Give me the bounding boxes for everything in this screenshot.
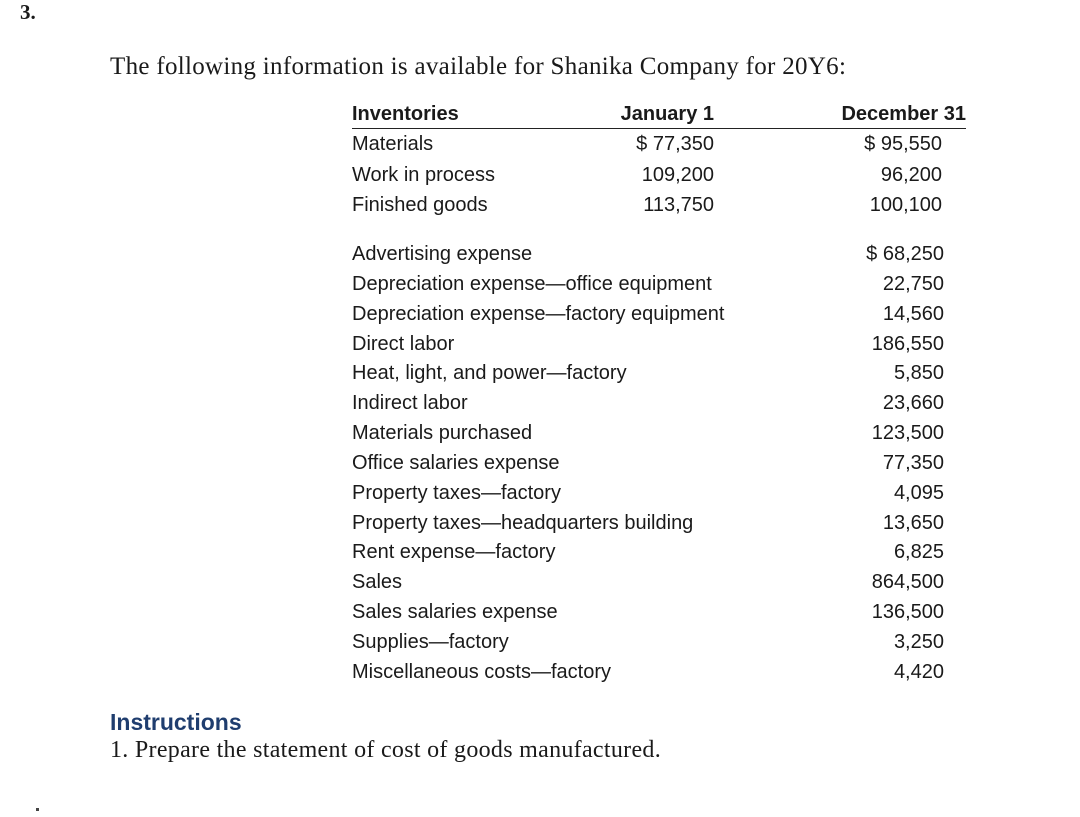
expense-label: Depreciation expense—office equipment (352, 272, 712, 295)
expense-amount: 14,560 (882, 302, 944, 325)
inventories-header-dec: December 31 (841, 103, 966, 125)
expense-label: Materials purchased (352, 422, 533, 445)
expense-label: Direct labor (352, 332, 455, 355)
expense-amount: 123,500 (871, 422, 944, 445)
expense-amount: 864,500 (871, 571, 944, 594)
expense-amount: 77,350 (882, 451, 944, 474)
instructions-heading: Instructions (110, 709, 242, 735)
list-item (352, 538, 944, 568)
list-item (352, 359, 944, 389)
inventory-dec-value: 96,200 (880, 163, 942, 186)
inventory-label: Work in process (352, 163, 496, 186)
list-item (352, 479, 944, 509)
inventory-dec-value: $ 95,550 (864, 133, 942, 155)
list-item (352, 240, 944, 270)
stray-mark (36, 808, 39, 811)
expense-label: Miscellaneous costs—factory (352, 660, 611, 683)
inventories-header-label: Inventories (352, 103, 459, 125)
expense-label: Sales (352, 571, 403, 594)
inventory-dec-value: 100,100 (869, 194, 942, 216)
expense-amount: 13,650 (882, 511, 944, 534)
problem-number: 3. (20, 0, 36, 24)
expense-amount: $ 68,250 (866, 243, 944, 265)
expense-amount: 136,500 (871, 601, 944, 624)
expense-amount: 23,660 (882, 392, 944, 415)
expense-label: Property taxes—headquarters building (352, 511, 694, 534)
list-item (352, 598, 944, 628)
list-item (352, 300, 944, 330)
expense-amount: 3,250 (893, 630, 944, 653)
expense-amount: 4,420 (893, 660, 944, 683)
expense-label: Advertising expense (352, 243, 533, 265)
expense-label: Sales salaries expense (352, 601, 558, 624)
list-item (352, 658, 944, 688)
expense-label: Property taxes—factory (352, 481, 561, 504)
expense-label: Supplies—factory (352, 630, 509, 653)
expense-label: Indirect labor (352, 392, 468, 415)
inventory-jan-value: 113,750 (643, 194, 714, 216)
inventory-label: Materials (352, 133, 434, 155)
instruction-item: 1. Prepare the statement of cost of goods manufactured. (110, 737, 661, 763)
inventory-label: Finished goods (352, 194, 488, 216)
inventory-jan-value: $ 77,350 (636, 133, 714, 155)
list-item (352, 449, 944, 479)
list-item (352, 389, 944, 419)
expense-label: Depreciation expense—factory equipment (352, 302, 725, 325)
list-item (352, 509, 944, 539)
expense-label: Rent expense—factory (352, 541, 556, 564)
expense-amount: 186,550 (871, 332, 944, 355)
expense-label: Heat, light, and power—factory (352, 362, 627, 385)
inventories-header-jan: January 1 (620, 103, 714, 125)
inventory-jan-value: 109,200 (641, 163, 714, 186)
list-item (352, 568, 944, 598)
table-row (352, 129, 966, 160)
inventories-header-row (352, 102, 966, 129)
expense-amount: 6,825 (893, 541, 944, 564)
expense-amount: 5,850 (893, 362, 944, 385)
expense-label: Office salaries expense (352, 451, 560, 474)
intro-text: The following information is available for Shanika Company for 20Y6: (110, 53, 847, 80)
expense-list (352, 240, 944, 688)
expense-amount: 22,750 (882, 272, 944, 295)
list-item (352, 330, 944, 360)
list-item (352, 419, 944, 449)
table-row (352, 190, 966, 221)
list-item (352, 270, 944, 300)
table-row (352, 160, 966, 191)
inventories-table (352, 102, 966, 221)
list-item (352, 628, 944, 658)
expense-amount: 4,095 (893, 481, 944, 504)
